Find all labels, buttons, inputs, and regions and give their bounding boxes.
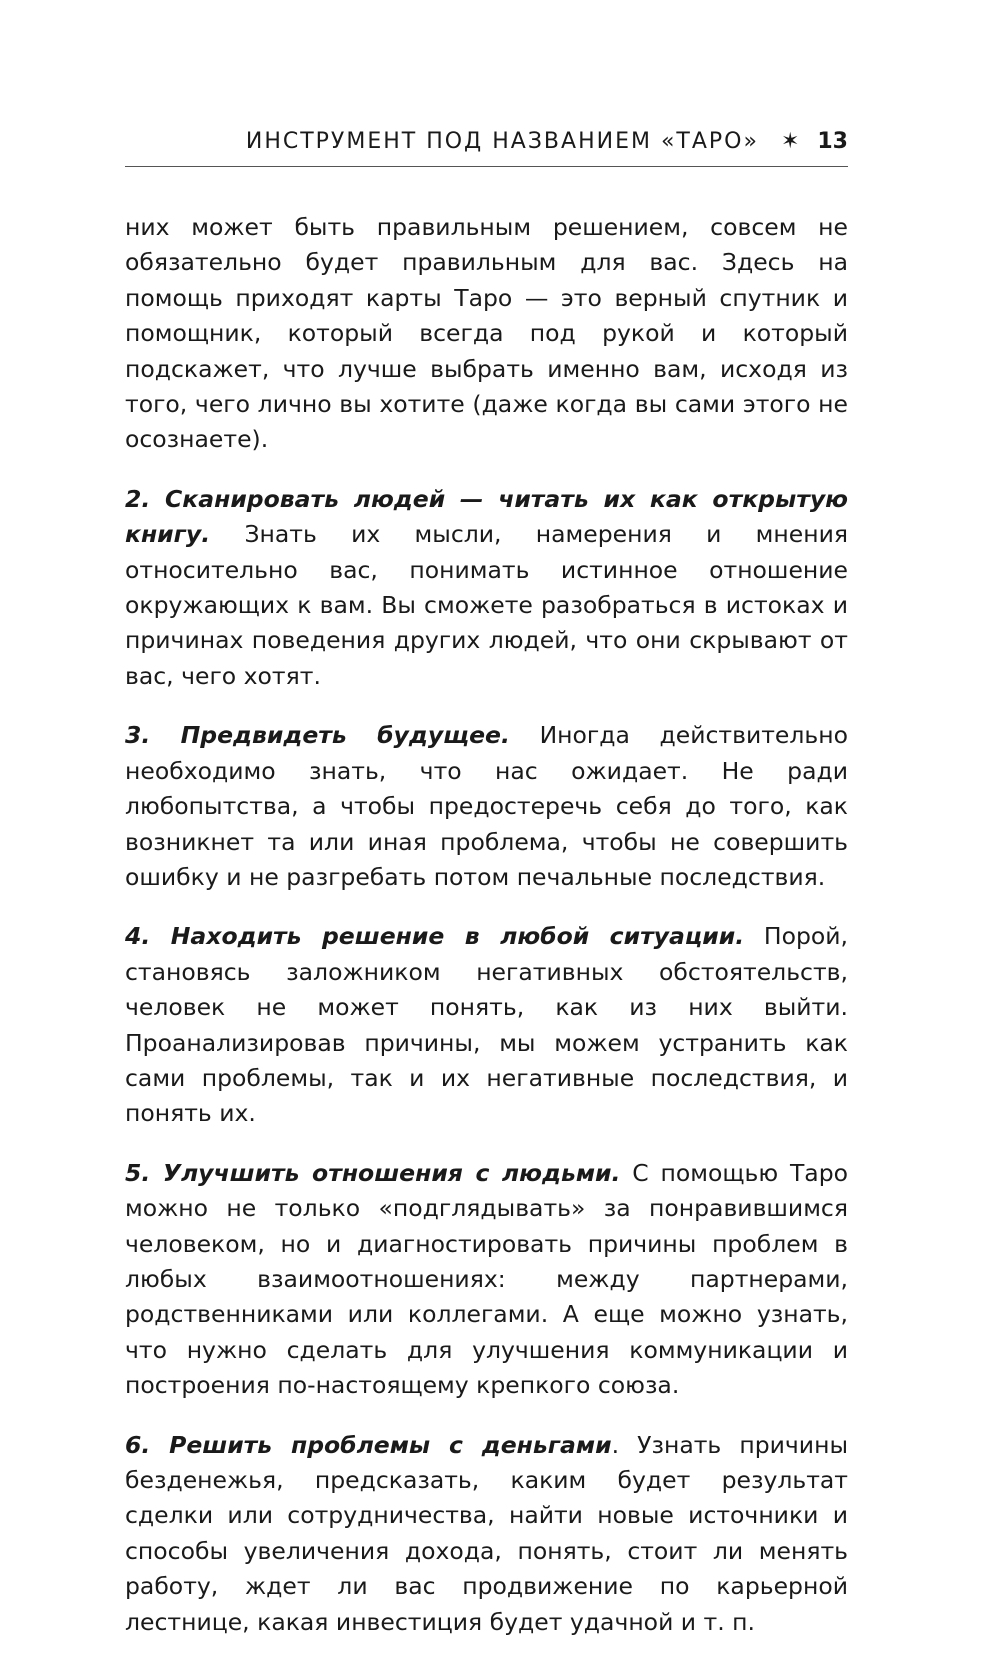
- page-number: 13: [817, 128, 848, 154]
- paragraph-text: Порой, становясь заложником негативных обстоятельств, человек не может понять, как из них выйти. Проанализировав причины, мы можем устранить как сами проблемы, так и их негативные последствия, и понять их.: [125, 922, 848, 1128]
- header-divider: [125, 166, 848, 167]
- paragraph-text: Знать их мысли, намерения и мнения относительно вас, понимать истинное отношение окружающих к вам. Вы сможете разобраться в истоках и причинах поведения других людей, что они скрывают от вас, чего хотят.: [125, 520, 848, 690]
- paragraph-find-solution: [125, 919, 848, 1131]
- paragraph-improve-relations: [125, 1156, 848, 1404]
- paragraph-lead: 6. Решить проблемы с деньгами: [125, 1430, 612, 1459]
- star-ornament-icon: ✶: [780, 128, 800, 154]
- paragraph-lead: 5. Улучшить отношения с людьми.: [125, 1158, 621, 1187]
- paragraph-continuation: [125, 210, 848, 458]
- body-text: [125, 210, 848, 1664]
- paragraph-lead: 3. Предвидеть будущее.: [125, 721, 510, 750]
- paragraph-money-problems: [125, 1428, 848, 1640]
- chapter-title: ИНСТРУМЕНТ ПОД НАЗВАНИЕМ «ТАРО»: [245, 128, 759, 154]
- paragraph-text: них может быть правильным решением, совсем не обязательно будет правильным для вас. Здесь на помощь приходят карты Таро — это верный спутник и помощник, который всегда под рукой и который подскажет, что лучше выбрать именно вам, исходя из того, чего лично вы хотите (даже когда вы сами этого не осознаете).: [125, 213, 848, 454]
- paragraph-text: Иногда действительно необходимо знать, что нас ожидает. Не ради любопытства, а чтобы предостеречь себя до того, как возникнет та или иная проблема, чтобы не совершить ошибку и не разгребать потом печальные последствия.: [125, 721, 849, 891]
- paragraph-foresee-future: [125, 718, 848, 895]
- paragraph-lead: 2. Сканировать людей — читать их как открытую книгу.: [125, 484, 848, 549]
- paragraph-text: С помощью Таро можно не только «подглядывать» за понравившимся человеком, но и диагностировать причины проблем в любых взаимоотношениях: между партнерами, родственниками или коллегами. А еще можно узнать, что нужно сделать для улучшения коммуникации и построения по-настоящему крепкого союза.: [125, 1158, 849, 1400]
- paragraph-lead: 4. Находить решение в любой ситуации.: [125, 922, 745, 951]
- running-header: [125, 120, 848, 162]
- paragraph-text: . Узнать причины безденежья, предсказать, каким будет результат сделки или сотрудничества, найти новые источники и способы увеличения дохода, понять, стоит ли менять работу, ждет ли вас продвижение по карьерной лестнице, какая инвестиция будет удачной и т. п.: [125, 1430, 848, 1636]
- paragraph-scan-people: [125, 482, 848, 694]
